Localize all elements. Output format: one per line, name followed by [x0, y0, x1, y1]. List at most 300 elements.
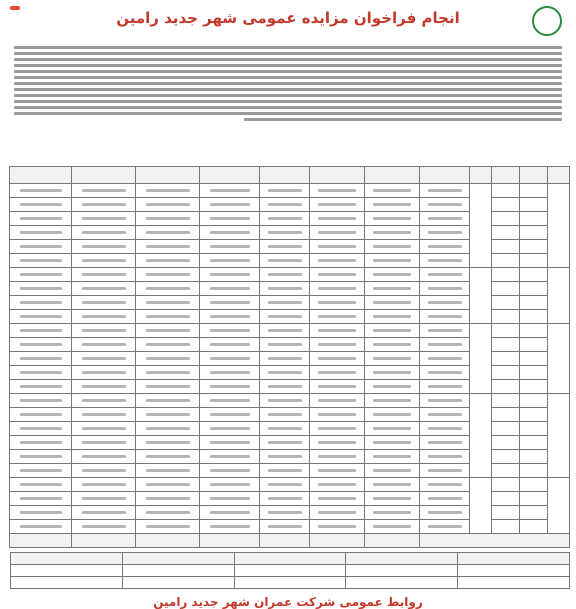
- table-cell: [260, 268, 310, 282]
- table-cell: [72, 520, 136, 534]
- illegible-value: [318, 497, 356, 500]
- illegible-value: [373, 189, 411, 192]
- table-cell: [492, 506, 520, 520]
- table-cell: [200, 296, 260, 310]
- illegible-value: [373, 483, 411, 486]
- illegible-value: [428, 483, 462, 486]
- legend-cell: [234, 577, 346, 589]
- table-cell: [136, 184, 200, 198]
- table-cell: [310, 352, 365, 366]
- illegible-value: [210, 329, 250, 332]
- illegible-value: [373, 343, 411, 346]
- table-header-cell: [470, 167, 492, 184]
- table-cell: [365, 436, 420, 450]
- table-cell: [420, 352, 470, 366]
- illegible-value: [146, 217, 190, 220]
- table-cell: [260, 380, 310, 394]
- illegible-value: [318, 413, 356, 416]
- table-cell: [10, 268, 72, 282]
- illegible-value: [146, 357, 190, 360]
- table-cell: [200, 408, 260, 422]
- table-cell: [492, 324, 520, 338]
- illegible-value: [210, 427, 250, 430]
- table-cell: [10, 380, 72, 394]
- table-cell: [200, 184, 260, 198]
- table-cell: [470, 394, 492, 478]
- illegible-value: [268, 511, 302, 514]
- illegible-value: [318, 189, 356, 192]
- table-cell: [72, 282, 136, 296]
- table-cell: [200, 310, 260, 324]
- table-cell: [365, 310, 420, 324]
- table-cell: [200, 254, 260, 268]
- illegible-value: [428, 441, 462, 444]
- table-cell: [365, 338, 420, 352]
- illegible-value: [268, 525, 302, 528]
- illegible-value: [82, 427, 126, 430]
- table-cell: [310, 380, 365, 394]
- table-cell: [260, 450, 310, 464]
- illegible-value: [268, 497, 302, 500]
- illegible-value: [82, 525, 126, 528]
- table-cell: [72, 268, 136, 282]
- table-cell: [72, 198, 136, 212]
- table-body: [10, 184, 570, 548]
- intro-paragraph: [14, 46, 562, 164]
- table-cell: [200, 520, 260, 534]
- table-cell: [310, 268, 365, 282]
- table-cell: [310, 240, 365, 254]
- table-cell: [200, 366, 260, 380]
- illegible-value: [146, 399, 190, 402]
- table-cell: [520, 282, 548, 296]
- table-cell: [72, 310, 136, 324]
- illegible-value: [268, 399, 302, 402]
- illegible-value: [146, 469, 190, 472]
- table-cell: [420, 422, 470, 436]
- table-cell: [492, 240, 520, 254]
- table-cell: [492, 478, 520, 492]
- illegible-value: [268, 329, 302, 332]
- table-cell: [310, 198, 365, 212]
- table-cell: [520, 436, 548, 450]
- illegible-value: [318, 427, 356, 430]
- illegible-value: [373, 399, 411, 402]
- legend-row: [11, 565, 570, 577]
- table-header-cell: [492, 167, 520, 184]
- table-cell: [470, 184, 492, 268]
- illegible-value: [428, 511, 462, 514]
- table-cell: [420, 212, 470, 226]
- table-cell: [72, 380, 136, 394]
- illegible-value: [210, 203, 250, 206]
- illegible-value: [268, 385, 302, 388]
- illegible-value: [428, 273, 462, 276]
- table-cell: [365, 464, 420, 478]
- illegible-value: [428, 259, 462, 262]
- table-cell: [365, 240, 420, 254]
- illegible-value: [210, 343, 250, 346]
- illegible-value: [82, 483, 126, 486]
- illegible-value: [268, 371, 302, 374]
- illegible-value: [268, 455, 302, 458]
- illegible-value: [82, 371, 126, 374]
- table-cell: [492, 184, 520, 198]
- illegible-value: [373, 357, 411, 360]
- table-cell: [10, 226, 72, 240]
- table-cell: [200, 338, 260, 352]
- table-cell: [10, 408, 72, 422]
- illegible-value: [268, 287, 302, 290]
- table-cell: [492, 380, 520, 394]
- table-cell: [72, 254, 136, 268]
- table-cell: [200, 506, 260, 520]
- illegible-value: [146, 483, 190, 486]
- table-cell: [492, 212, 520, 226]
- table-cell: [200, 198, 260, 212]
- table-cell: [136, 240, 200, 254]
- table-cell: [310, 436, 365, 450]
- table-cell: [260, 254, 310, 268]
- illegible-value: [373, 511, 411, 514]
- table-cell: [520, 310, 548, 324]
- table-cell: [200, 212, 260, 226]
- illegible-value: [82, 273, 126, 276]
- table-cell: [492, 310, 520, 324]
- illegible-value: [318, 343, 356, 346]
- illegible-value: [210, 441, 250, 444]
- illegible-value: [428, 385, 462, 388]
- table-cell: [520, 422, 548, 436]
- legend-header-cell: [11, 553, 123, 565]
- page-title: انجام فراخوان مزایده عمومی شهر جدید رامین: [116, 9, 460, 27]
- illegible-value: [82, 189, 126, 192]
- table-cell: [492, 268, 520, 282]
- table-header-cell: [365, 167, 420, 184]
- illegible-value: [318, 259, 356, 262]
- table-cell: [520, 338, 548, 352]
- table-cell: [492, 282, 520, 296]
- table-cell: [72, 352, 136, 366]
- legend-header-row: [11, 553, 570, 565]
- table-cell: [310, 254, 365, 268]
- table-cell: [10, 478, 72, 492]
- table-cell: [420, 366, 470, 380]
- table-cell: [365, 408, 420, 422]
- illegible-value: [82, 441, 126, 444]
- installments-table: [9, 166, 570, 548]
- table-cell: [548, 478, 570, 534]
- table-cell: [72, 240, 136, 254]
- illegible-value: [20, 315, 62, 318]
- illegible-value: [210, 469, 250, 472]
- table-cell: [420, 436, 470, 450]
- table-cell: [520, 520, 548, 534]
- table-cell: [520, 226, 548, 240]
- table-cell: [420, 520, 470, 534]
- illegible-value: [146, 343, 190, 346]
- table-cell: [260, 408, 310, 422]
- table-row: [10, 478, 570, 492]
- table-cell: [420, 240, 470, 254]
- table-cell: [10, 366, 72, 380]
- table-cell: [136, 450, 200, 464]
- illegible-value: [210, 511, 250, 514]
- table-cell: [548, 324, 570, 394]
- table-cell: [310, 408, 365, 422]
- legend-header-cell: [122, 553, 234, 565]
- illegible-value: [82, 301, 126, 304]
- table-header-cell: [310, 167, 365, 184]
- table-header-cell: [520, 167, 548, 184]
- illegible-value: [268, 273, 302, 276]
- table-cell: [136, 352, 200, 366]
- table-cell: [260, 212, 310, 226]
- illegible-value: [318, 231, 356, 234]
- table-cell: [10, 394, 72, 408]
- illegible-value: [82, 287, 126, 290]
- table-cell: [310, 212, 365, 226]
- table-cell: [548, 394, 570, 478]
- illegible-value: [20, 469, 62, 472]
- table-cell: [365, 422, 420, 436]
- table-cell: [492, 394, 520, 408]
- illegible-value: [373, 231, 411, 234]
- illegible-value: [146, 525, 190, 528]
- illegible-value: [373, 245, 411, 248]
- illegible-value: [268, 357, 302, 360]
- table-cell: [492, 352, 520, 366]
- table-cell: [492, 520, 520, 534]
- illegible-value: [82, 259, 126, 262]
- table-cell: [310, 366, 365, 380]
- table-cell: [310, 184, 365, 198]
- illegible-value: [428, 217, 462, 220]
- table-cell: [260, 394, 310, 408]
- table-cell: [420, 226, 470, 240]
- table-cell: [492, 492, 520, 506]
- illegible-value: [210, 231, 250, 234]
- table-cell: [520, 240, 548, 254]
- table-cell: [260, 198, 310, 212]
- illegible-value: [20, 231, 62, 234]
- illegible-value: [318, 469, 356, 472]
- table-row: [10, 324, 570, 338]
- table-cell: [72, 394, 136, 408]
- illegible-value: [373, 315, 411, 318]
- table-cell: [200, 268, 260, 282]
- table-header-cell: [548, 167, 570, 184]
- table-cell: [10, 324, 72, 338]
- table-cell: [310, 282, 365, 296]
- illegible-value: [82, 315, 126, 318]
- table-cell: [10, 240, 72, 254]
- illegible-value: [268, 259, 302, 262]
- illegible-value: [373, 287, 411, 290]
- table-cell: [200, 478, 260, 492]
- table-cell: [10, 296, 72, 310]
- illegible-value: [146, 455, 190, 458]
- table-cell: [10, 198, 72, 212]
- table-cell: [260, 184, 310, 198]
- illegible-value: [20, 413, 62, 416]
- table-cell: [72, 296, 136, 310]
- illegible-value: [268, 245, 302, 248]
- table-cell: [136, 506, 200, 520]
- table-cell: [420, 282, 470, 296]
- table-cell: [260, 492, 310, 506]
- illegible-value: [82, 399, 126, 402]
- illegible-value: [268, 189, 302, 192]
- illegible-value: [20, 259, 62, 262]
- illegible-value: [428, 189, 462, 192]
- table-cell: [310, 296, 365, 310]
- illegible-value: [373, 497, 411, 500]
- illegible-value: [210, 455, 250, 458]
- illegible-value: [82, 455, 126, 458]
- table-cell: [200, 352, 260, 366]
- table-cell: [365, 520, 420, 534]
- illegible-value: [20, 189, 62, 192]
- table-cell: [520, 492, 548, 506]
- illegible-value: [20, 287, 62, 290]
- legend-cell: [11, 577, 123, 589]
- legend-cell: [458, 577, 570, 589]
- table-cell: [520, 366, 548, 380]
- illegible-value: [210, 287, 250, 290]
- table-cell: [365, 380, 420, 394]
- illegible-value: [210, 217, 250, 220]
- table-header-cell: [420, 167, 470, 184]
- table-cell: [72, 436, 136, 450]
- legend-header-cell: [458, 553, 570, 565]
- table-cell: [260, 422, 310, 436]
- table-cell: [136, 464, 200, 478]
- table-cell: [260, 324, 310, 338]
- table-cell: [72, 478, 136, 492]
- table-header-cell: [136, 167, 200, 184]
- table-cell: [260, 296, 310, 310]
- illegible-value: [428, 231, 462, 234]
- illegible-value: [318, 511, 356, 514]
- table-cell: [260, 226, 310, 240]
- table-cell: [310, 520, 365, 534]
- illegible-value: [146, 245, 190, 248]
- illegible-value: [428, 371, 462, 374]
- illegible-value: [268, 315, 302, 318]
- table-cell: [520, 254, 548, 268]
- table-cell: [420, 184, 470, 198]
- table-cell: [520, 352, 548, 366]
- illegible-value: [428, 525, 462, 528]
- illegible-value: [82, 385, 126, 388]
- table-cell: [10, 338, 72, 352]
- table-cell: [260, 338, 310, 352]
- table-cell: [520, 380, 548, 394]
- table-cell: [310, 478, 365, 492]
- table-cell: [310, 338, 365, 352]
- illegible-value: [146, 301, 190, 304]
- table-cell: [310, 394, 365, 408]
- table-cell: [10, 254, 72, 268]
- illegible-value: [210, 385, 250, 388]
- illegible-value: [82, 357, 126, 360]
- illegible-value: [318, 301, 356, 304]
- table-cell: [470, 324, 492, 394]
- illegible-value: [428, 357, 462, 360]
- illegible-value: [146, 427, 190, 430]
- illegible-value: [82, 469, 126, 472]
- illegible-value: [82, 329, 126, 332]
- table-header-cell: [200, 167, 260, 184]
- table-cell: [310, 506, 365, 520]
- table-cell: [420, 324, 470, 338]
- illegible-value: [82, 245, 126, 248]
- table-cell: [136, 436, 200, 450]
- table-cell: [72, 212, 136, 226]
- table-cell: [136, 226, 200, 240]
- illegible-value: [20, 273, 62, 276]
- illegible-value: [318, 371, 356, 374]
- table-cell: [10, 436, 72, 450]
- table-cell: [520, 394, 548, 408]
- table-cell: [492, 450, 520, 464]
- illegible-value: [428, 413, 462, 416]
- table-cell: [260, 464, 310, 478]
- illegible-value: [210, 497, 250, 500]
- table-cell: [136, 394, 200, 408]
- table-cell: [310, 492, 365, 506]
- illegible-value: [373, 455, 411, 458]
- table-cell: [420, 310, 470, 324]
- table-cell: [72, 226, 136, 240]
- table-cell: [365, 198, 420, 212]
- table-cell: [136, 478, 200, 492]
- illegible-value: [268, 301, 302, 304]
- illegible-value: [428, 497, 462, 500]
- table-cell: [200, 226, 260, 240]
- illegible-value: [146, 511, 190, 514]
- table-cell: [200, 324, 260, 338]
- illegible-value: [146, 231, 190, 234]
- table-cell: [10, 464, 72, 478]
- table-cell: [420, 296, 470, 310]
- table-cell: [136, 254, 200, 268]
- table-cell: [136, 380, 200, 394]
- table-cell: [520, 324, 548, 338]
- table-cell: [136, 296, 200, 310]
- illegible-value: [373, 273, 411, 276]
- table-cell: [548, 184, 570, 268]
- illegible-value: [210, 413, 250, 416]
- table-cell: [260, 240, 310, 254]
- table-cell: [260, 436, 310, 450]
- table-cell: [136, 422, 200, 436]
- table-cell: [365, 212, 420, 226]
- illegible-value: [428, 343, 462, 346]
- table-cell: [365, 478, 420, 492]
- illegible-value: [428, 203, 462, 206]
- illegible-value: [373, 469, 411, 472]
- table-cell: [520, 296, 548, 310]
- illegible-value: [146, 329, 190, 332]
- table-cell: [10, 212, 72, 226]
- illegible-value: [210, 357, 250, 360]
- table-cell: [492, 198, 520, 212]
- table-cell: [260, 310, 310, 324]
- table-cell: [492, 226, 520, 240]
- table-cell: [10, 184, 72, 198]
